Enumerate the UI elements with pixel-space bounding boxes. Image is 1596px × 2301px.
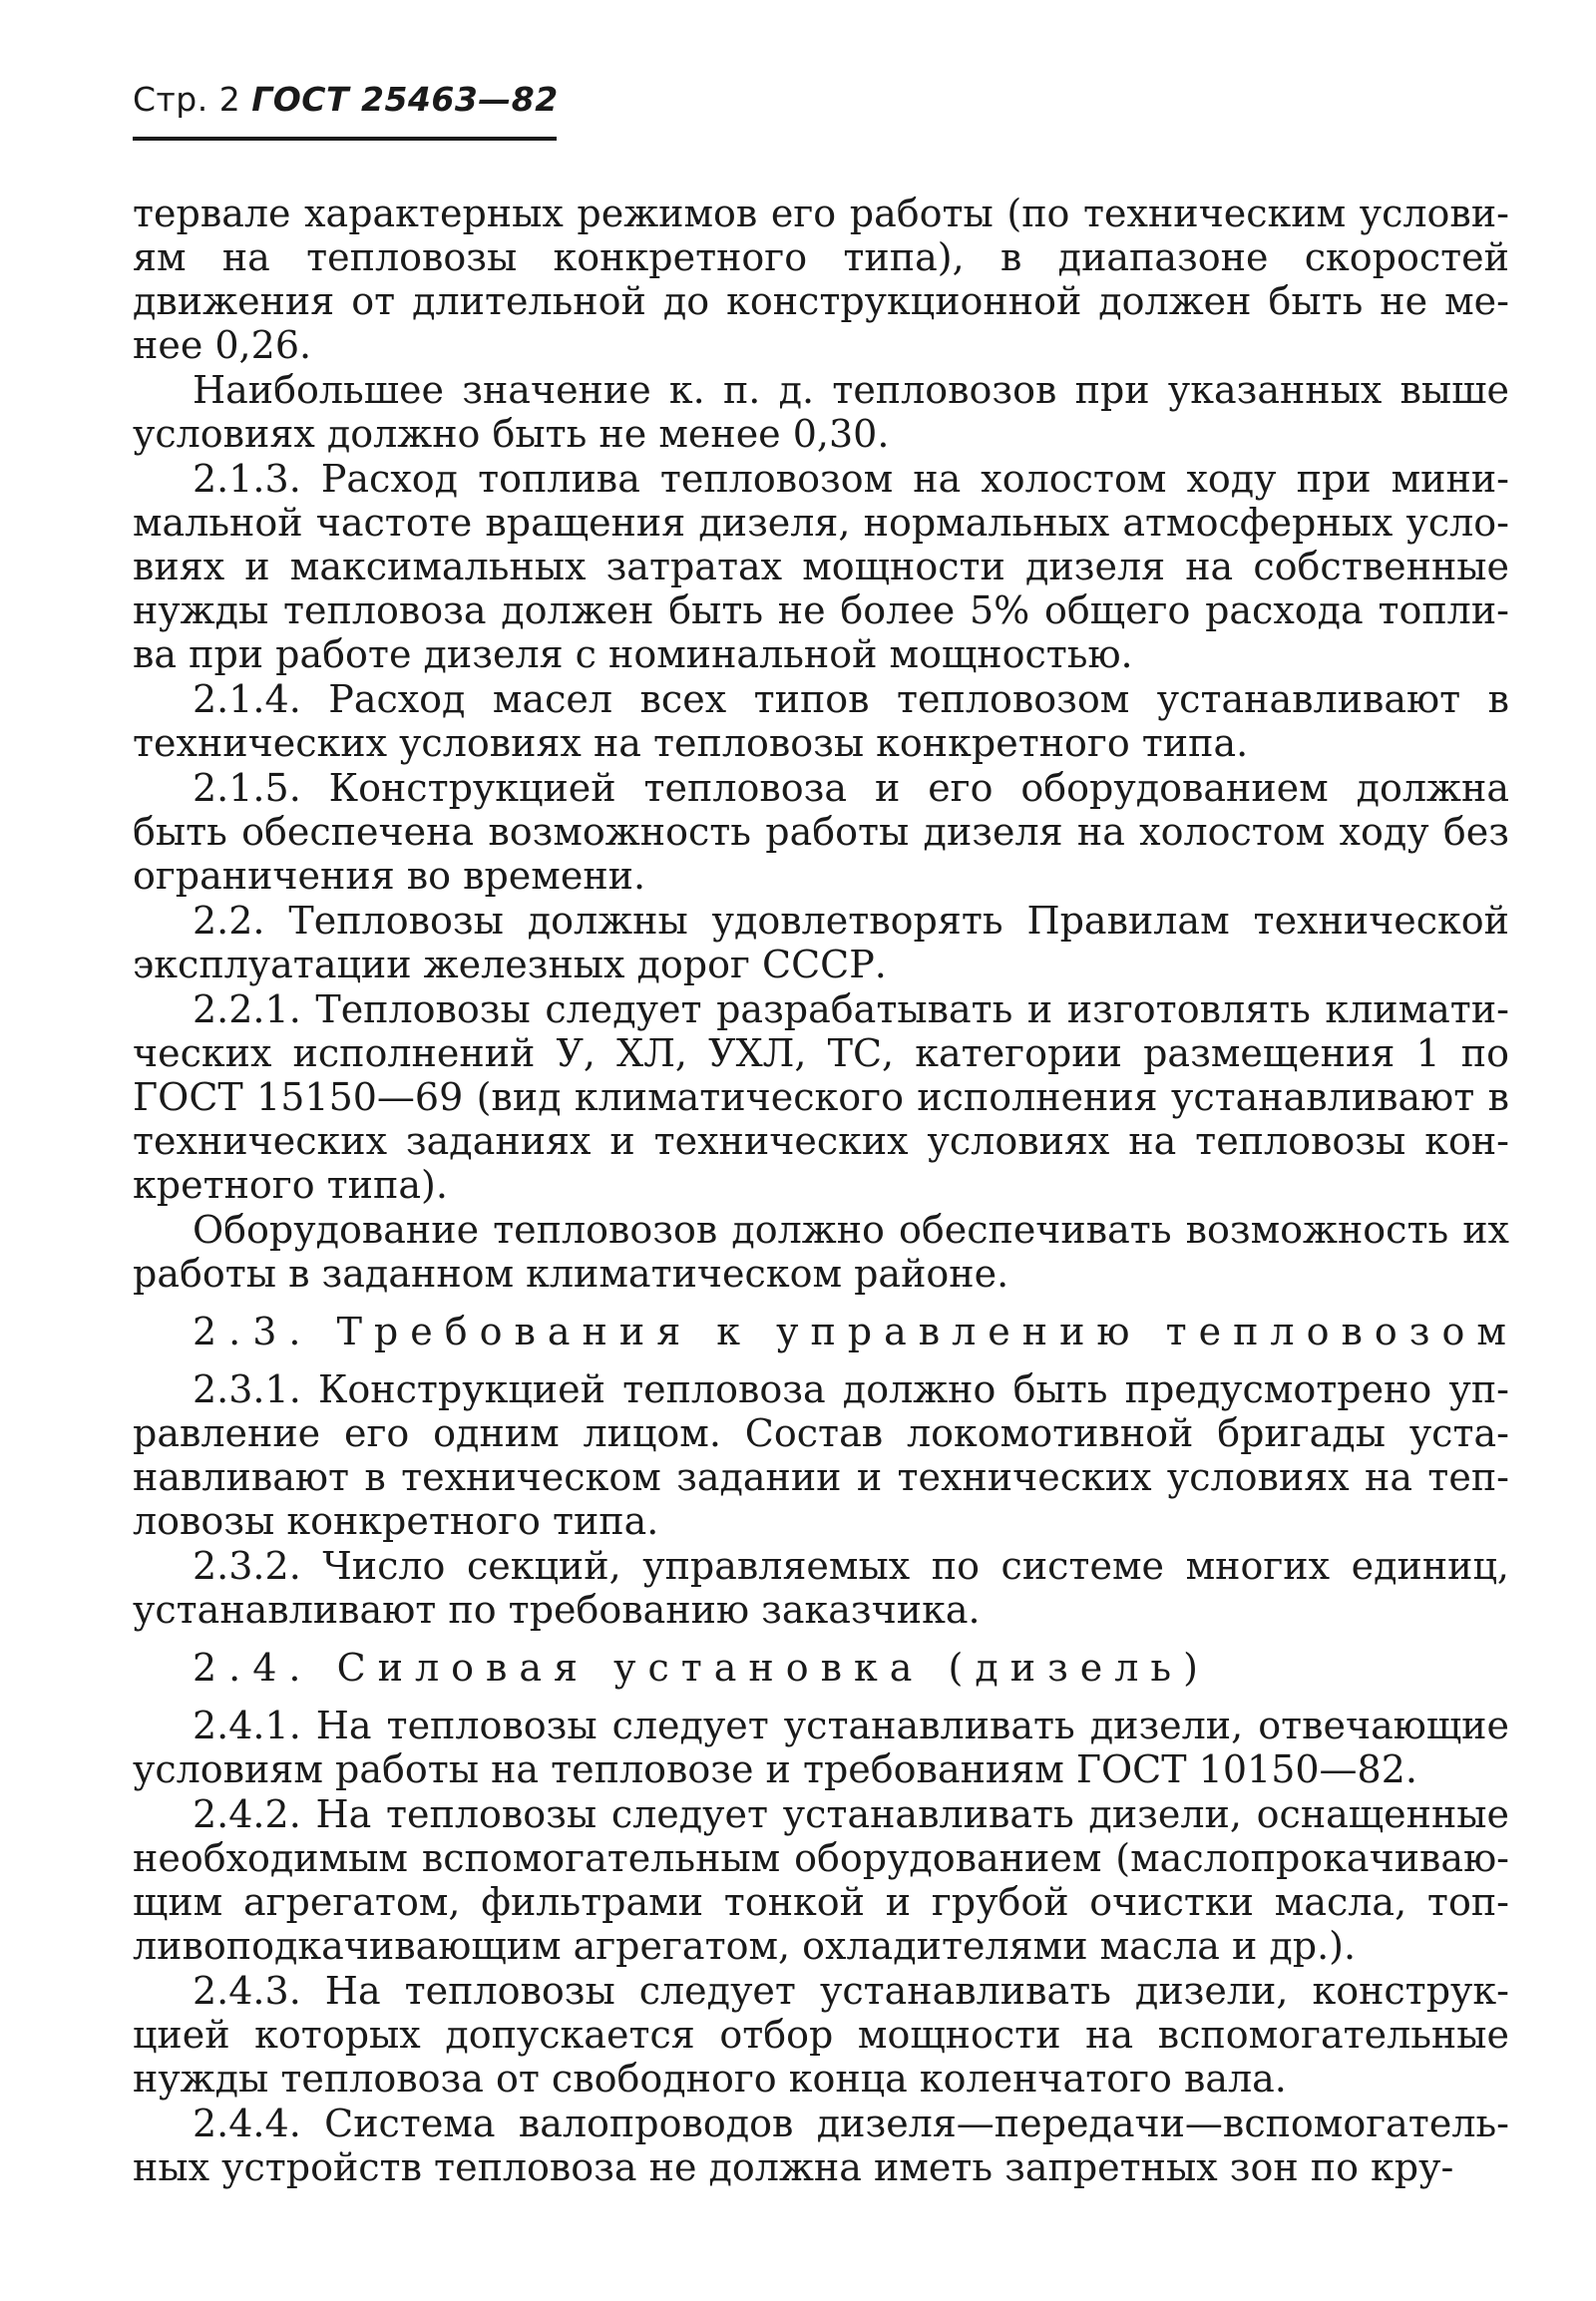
page-body [133,192,1518,2189]
page-label: Стр. 2 [133,80,241,119]
paragraph-2-3-1: 2.3.1. Конструкцией тепловоза должно быть предусмотрено управление его одним лицом. Состав локомотивной бригады устанавливают в техническом задании и технических условиях на тепловозы конкретного типа. [133,1367,1509,1543]
paragraph-max-efficiency: Наибольшее значение к. п. д. тепловозов при указанных выше условиях должно быть не менее 0,30. [133,368,1509,456]
paragraph-continuation: тервале характерных режимов его работы (по техническим условиям на тепловозы конкретного типа), в диапазоне скоростей движения от длительной до конструкционной должен быть не менее 0,26. [133,192,1509,367]
paragraph-2-4-1: 2.4.1. На тепловозы следует устанавливать дизели, отвечающие условиям работы на тепловозе и требованиям ГОСТ 10150—82. [133,1704,1509,1791]
paragraph-equipment: Оборудование тепловозов должно обеспечивать возможность их работы в заданном климатическом районе. [133,1208,1509,1296]
paragraph-2-1-5: 2.1.5. Конструкцией тепловоза и его оборудованием должна быть обеспечена возможность работы дизеля на холостом ходу без ограничения во времени. [133,766,1509,898]
page-header [133,80,559,120]
section-title-2-4: 2.4. Силовая установка (дизель) [193,1646,1210,1690]
paragraph-2-3-2: 2.3.2. Число секций, управляемых по системе многих единиц, устанавливают по требованию заказчика. [133,1544,1509,1632]
document-code: ГОСТ 25463—82 [251,80,559,119]
paragraph-2-4-3: 2.4.3. На тепловозы следует устанавливать дизели, конструкцией которых допускается отбор мощности на вспомогательные нужды тепловоза от свободного конца коленчатого вала. [133,1969,1509,2101]
paragraph-2-4-2: 2.4.2. На тепловозы следует устанавливать дизели, оснащенные необходимым вспомогательным оборудованием (маслопрокачивающим агрегатом, фильтрами тонкой и грубой очистки масла, топливоподкачивающим агрегатом, охладителями масла и др.). [133,1792,1509,1968]
paragraph-2-2-1: 2.2.1. Тепловозы следует разрабатывать и изготовлять климатических исполнений У, ХЛ, УХЛ, ТС, категории размещения 1 по ГОСТ 15150—69 (вид климатического исполнения устанавливают в технических заданиях и технических условиях на тепловозы конкретного типа). [133,987,1509,1207]
section-title-2-3: 2.3. Требования к управлению тепловозом [193,1310,1518,1353]
paragraph-2-1-3: 2.1.3. Расход топлива тепловозом на холостом ходу при минимальной частоте вращения дизеля, нормальных атмосферных условиях и максимальных затратах мощности дизеля на собственные нужды тепловоза должен быть не более 5% общего расхода топлива при работе дизеля с номинальной мощностью. [133,457,1509,676]
paragraph-2-4-4: 2.4.4. Система валопроводов дизеля—передачи—вспомогательных устройств тепловоза не должна иметь запретных зон по кру- [133,2102,1509,2189]
header-rule [133,137,557,141]
paragraph-2-2: 2.2. Тепловозы должны удовлетворять Правилам технической эксплуатации железных дорог СССР. [133,899,1509,986]
paragraph-2-1-4: 2.1.4. Расход масел всех типов тепловозом устанавливают в технических условиях на тепловозы конкретного типа. [133,677,1509,765]
